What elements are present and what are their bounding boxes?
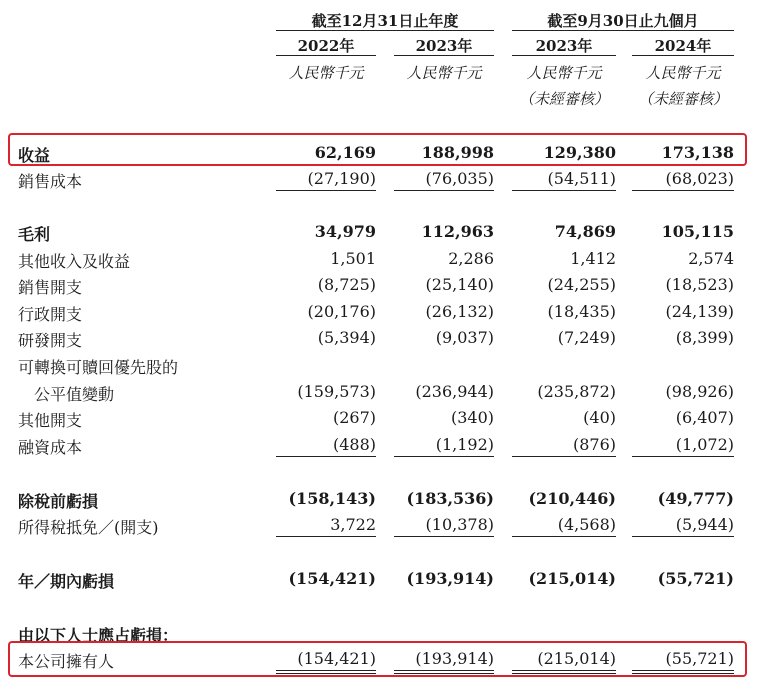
row-finance-costs [0,431,757,457]
unit-col2: 人民幣千元 [406,64,482,82]
subtotal-line [512,456,616,457]
cell: (8,399) [675,328,734,347]
cell: (236,944) [415,382,494,401]
header-group-9m: 截至9月30日止九個月 [547,12,699,30]
cell: 74,869 [554,222,616,241]
cell: (27,190) [307,169,376,188]
cell: (876) [572,435,616,454]
row-label: 公平值變動 [34,385,115,404]
row-label: 所得稅抵免／(開支) [18,518,159,537]
cell: (9,037) [435,328,494,347]
cell: (340) [450,408,494,427]
row-selling [0,271,757,297]
subtotal-line [632,456,734,457]
row-fv-change [0,378,757,404]
cell: (68,023) [665,169,734,188]
cell: 2,574 [688,249,734,268]
row-label: 融資成本 [18,438,83,457]
cell: 129,380 [543,143,616,162]
cell: (98,926) [665,382,734,401]
year-underline-2 [394,55,494,56]
cell: (488) [332,435,376,454]
cell: (6,407) [675,408,734,427]
cell: (159,573) [297,382,376,401]
cell: (215,014) [537,649,616,668]
subtotal-line [512,190,616,191]
cell: (183,536) [406,489,494,508]
year-2023-fy: 2023年 [415,37,473,55]
year-2023-9m: 2023年 [535,37,593,55]
cell: (193,914) [406,569,494,588]
cell: (18,523) [665,275,734,294]
row-label: 研發開支 [18,331,83,350]
cell: (10,378) [425,515,494,534]
cell: (24,255) [547,275,616,294]
row-label: 可轉換可贖回優先股的 [18,358,179,377]
row-label: 年／期內虧損 [18,572,115,591]
row-label: 其他開支 [18,411,83,430]
cell: (210,446) [528,489,616,508]
cell: (235,872) [537,382,616,401]
row-label: 本公司擁有人 [18,652,115,671]
subtotal-line [632,190,734,191]
cell: 173,138 [661,143,734,162]
cell: (267) [332,408,376,427]
cell: (26,132) [425,302,494,321]
cell: (8,725) [317,275,376,294]
highlight-box-owners [8,641,747,677]
cell: 1,412 [570,249,616,268]
row-loss-for-period [0,565,757,591]
cell: (49,777) [657,489,734,508]
row-fv-change-heading [0,351,757,377]
cell: (55,721) [657,569,734,588]
cell: 62,169 [314,143,376,162]
header-underline-fy [276,30,494,31]
cell: (40) [583,408,616,427]
subtotal-line [276,536,376,537]
year-underline-1 [276,55,376,56]
row-label: 毛利 [18,225,51,244]
cell: 3,722 [330,515,376,534]
row-admin [0,298,757,324]
highlight-box-revenue [8,133,747,166]
cell: (25,140) [425,275,494,294]
row-label: 其他收入及收益 [18,252,131,271]
subtotal-line [394,536,494,537]
row-other-income [0,245,757,271]
subtotal-line [276,190,376,191]
year-2022: 2022年 [297,37,355,55]
cell: (1,072) [675,435,734,454]
unaudited-col3: （未經審核） [518,90,609,108]
subtotal-line [512,536,616,537]
cell: (5,394) [317,328,376,347]
cell: (5,944) [675,515,734,534]
subtotal-line [632,536,734,537]
cell: (7,249) [557,328,616,347]
cell: (215,014) [528,569,616,588]
cell: (24,139) [665,302,734,321]
year-underline-4 [632,55,734,56]
row-loss-before-tax [0,485,757,511]
row-label: 收益 [18,146,51,165]
row-other-expenses [0,404,757,430]
cell: 105,115 [661,222,734,241]
unit-col1: 人民幣千元 [288,64,364,82]
cell: 34,979 [314,222,376,241]
cell: 112,963 [421,222,494,241]
subtotal-line [276,456,376,457]
cell: (154,421) [288,569,376,588]
cell: (76,035) [425,169,494,188]
cell: (20,176) [307,302,376,321]
unit-col4: 人民幣千元 [645,64,721,82]
cell: (1,192) [435,435,494,454]
header-group-fy: 截至12月31日止年度 [311,12,459,30]
unaudited-col4: （未經審核） [637,90,728,108]
subtotal-line [394,190,494,191]
cell: (158,143) [288,489,376,508]
cell: (54,511) [547,169,616,188]
row-label: 銷售成本 [18,172,83,191]
cell: 1,501 [330,249,376,268]
year-underline-3 [512,55,616,56]
cell: 188,998 [421,143,494,162]
row-income-tax [0,511,757,537]
cell: (18,435) [547,302,616,321]
row-cost-of-sales [0,165,757,191]
row-label: 由以下人士應占虧損： [18,626,179,645]
cell: (4,568) [557,515,616,534]
row-rnd [0,324,757,350]
cell: (193,914) [415,649,494,668]
subtotal-line [394,456,494,457]
row-label: 除稅前虧損 [18,492,99,511]
cell: (154,421) [297,649,376,668]
header-underline-9m [512,30,734,31]
row-label: 行政開支 [18,305,83,324]
unit-col3: 人民幣千元 [526,64,602,82]
year-2024-9m: 2024年 [654,37,712,55]
cell: (55,721) [665,649,734,668]
cell: 2,286 [448,249,494,268]
row-gross-profit [0,218,757,244]
row-label: 銷售開支 [18,278,83,297]
